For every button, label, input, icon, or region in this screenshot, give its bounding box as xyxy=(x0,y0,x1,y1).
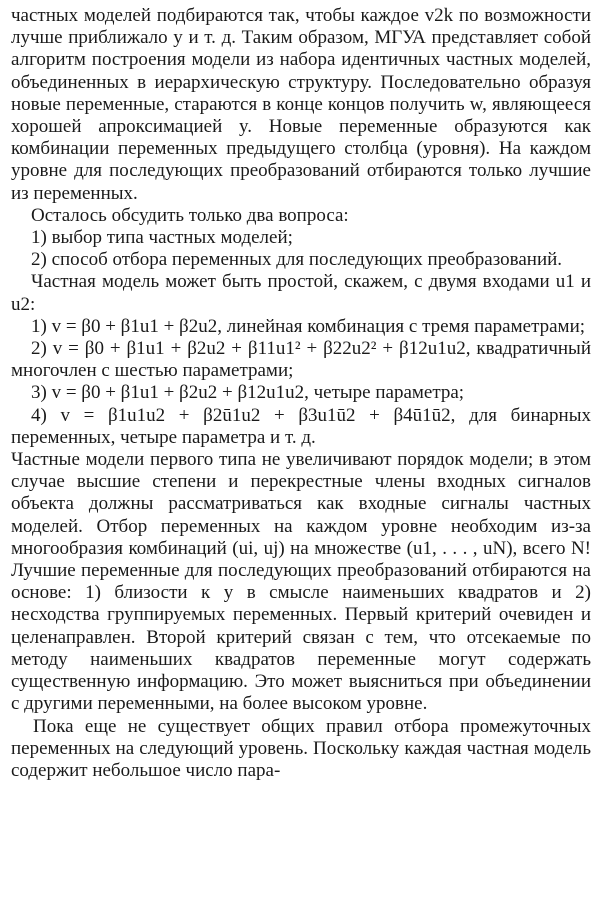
formula-3-text: 3) v = β0 + β1u1 + β2u2 + β12u1u2, четыре параметра; xyxy=(31,382,465,404)
formula-2-text: 2) v = β0 + β1u1 + β2u2 + β11u1² + β22u2² + β12u1u2, квадратичный многочлен с шестью параметрами; xyxy=(11,338,591,382)
paragraph-questions-intro xyxy=(11,205,591,227)
paragraph-final xyxy=(11,716,591,783)
paragraph-final-text: Пока еще не существует общих правил отбора промежуточных переменных на следующий уровень. Поскольку каждая частная модель содержит небольшое число пара- xyxy=(11,715,591,781)
formula-1-text: 1) v = β0 + β1u1 + β2u2, линейная комбинация с тремя параметрами; xyxy=(31,315,586,337)
list-item-1 xyxy=(11,227,591,249)
paragraph-intro xyxy=(11,5,591,205)
formula-2-quadratic xyxy=(11,338,591,382)
formula-4-text: 4) v = β1u1u2 + β2ū1u2 + β3u1ū2 + β4ū1ū2, для бинарных переменных, четыре параметра и т. д. xyxy=(11,404,591,448)
list-item-1-text: 1) выбор типа частных моделей; xyxy=(31,227,293,249)
paragraph-intro-text: частных моделей подбираются так, чтобы каждое v2k по возможности лучше приближало y и т. д. Таким образом, МГУА представляет собой алгоритм построения модели из набора идентичных частных моделей, объединенных в иерархическую структуру. Последовательно образуя новые переменные, стараются в конце концов получить w, являющееся хорошей апроксимацией y. Новые переменные образуются как комбинации переменных предыдущего столбца (уровня). На каждом уровне для последующих преобразований отбираются только лучшие из переменных. xyxy=(11,5,591,204)
list-item-2 xyxy=(11,249,591,271)
formula-4-binary xyxy=(11,405,591,449)
paragraph-partial-model xyxy=(11,271,591,315)
paragraph-selection-text: Частные модели первого типа не увеличивают порядок модели; в этом случае высшие степени и перекрестные члены входных сигналов объекта должны рассматриваться как входные сигналы частных моделей. Отбор переменных на каждом уровне необходим из-за многообразия комбинаций (ui, uj) на множестве (u1, . . . , uN), всего N! Лучшие переменные для последующих преобразований отбираются на основе: 1) близости к y в смысле наименьших квадратов и 2) несходства группируемых переменных. Первый критерий очевиден и целенаправлен. Второй критерий связан с тем, что отсекаемые по методу наименьших квадратов переменные могут содержать существенную информацию. Это может выясниться при объединении с другими переменными, на более высоком уровне. xyxy=(11,449,591,715)
paragraph-questions-intro-text: Осталось обсудить только два вопроса: xyxy=(31,204,349,226)
formula-3-cross xyxy=(11,382,591,404)
list-item-2-text: 2) способ отбора переменных для последующих преобразований. xyxy=(31,249,563,271)
formula-1-linear xyxy=(11,316,591,338)
paragraph-selection xyxy=(11,449,591,715)
paragraph-partial-model-text: Частная модель может быть простой, скажем, с двумя входами u1 и u2: xyxy=(11,271,591,315)
